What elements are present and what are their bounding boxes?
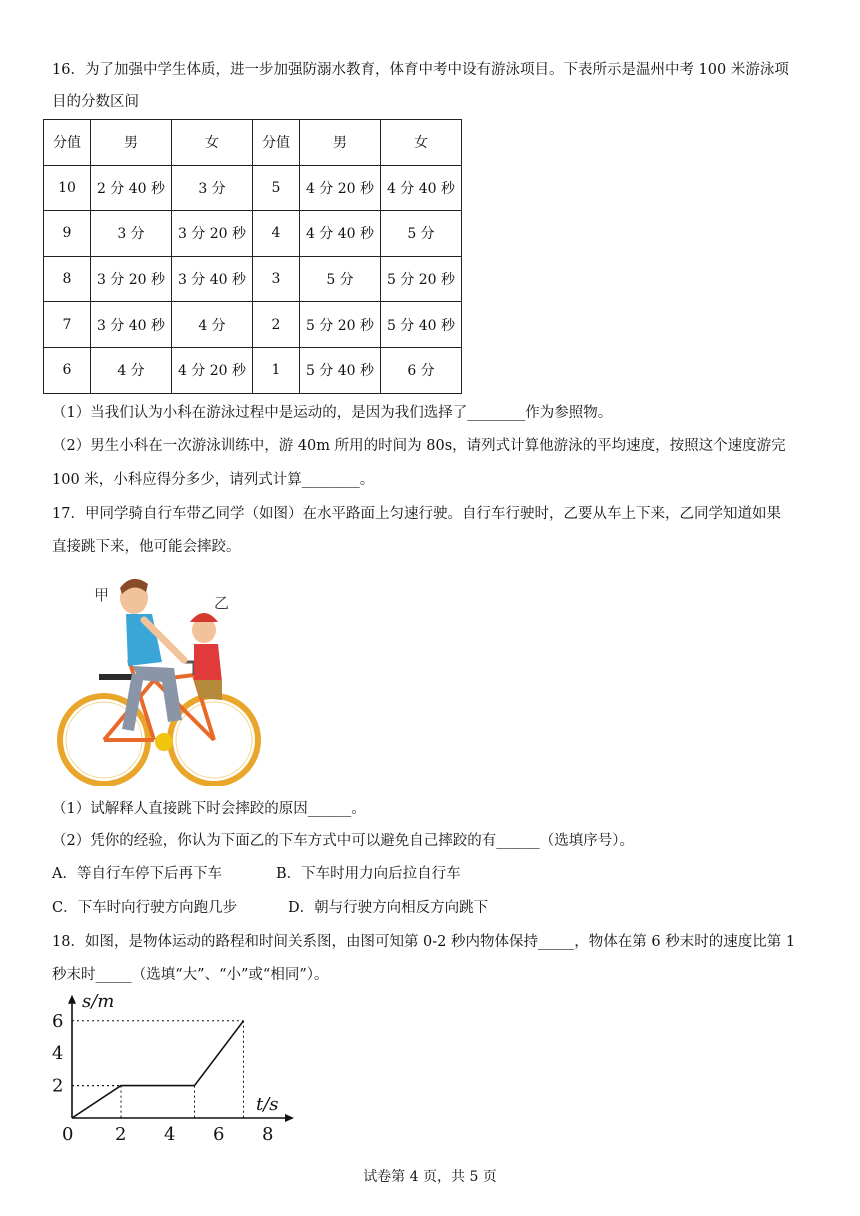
table-cell: 4 分 [91, 347, 172, 393]
table-cell: 3 分 [91, 211, 172, 257]
table-cell: 4 分 40 秒 [300, 211, 381, 257]
table-cell: 5 分 [300, 256, 381, 302]
table-cell: 6 分 [381, 347, 462, 393]
y-axis-arrow [68, 995, 76, 1004]
y-axis-label: s/m [82, 993, 115, 1012]
q17-sub2: （2）凭你的经验，你认为下面乙的下车方式中可以避免自己摔跤的有______（选填序号）。 [52, 833, 634, 849]
st-graph [40, 993, 300, 1153]
score-table [43, 119, 462, 394]
q17-sub1: （1）试解释人直接跳下时会摔跤的原因______。 [52, 801, 366, 817]
table-cell: 3 分 40 秒 [172, 256, 253, 302]
y-tick-label: 6 [52, 1010, 64, 1032]
table-cell: 4 分 [172, 302, 253, 348]
q16-sub2-line2: 100 米，小科应得分多少，请列式计算________。 [52, 472, 375, 488]
table-cell: 10 [44, 165, 91, 211]
q17-option-d: D．朝与行驶方向相反方向跳下 [288, 900, 489, 916]
table-header-cell: 分值 [44, 120, 91, 166]
q16-stem-line2: 目的分数区间 [52, 94, 139, 110]
label-jia: 甲 [94, 586, 110, 604]
table-cell: 3 分 40 秒 [91, 302, 172, 348]
table-cell: 4 分 20 秒 [300, 165, 381, 211]
table-cell: 5 分 20 秒 [300, 302, 381, 348]
table-row [44, 256, 462, 302]
table-header-cell: 女 [172, 120, 253, 166]
table-row [44, 165, 462, 211]
table-cell: 4 [253, 211, 300, 257]
table-row [44, 302, 462, 348]
table-cell: 3 分 [172, 165, 253, 211]
q16-stem-line1: 16．为了加强中学生体质，进一步加强防溺水教育，体育中考中设有游泳项目。下表所示是温州中考 100 米游泳项 [52, 62, 789, 78]
label-yi: 乙 [214, 594, 230, 612]
x-tick-label: 0 [62, 1124, 74, 1145]
rider-yi-shirt [194, 644, 222, 682]
x-tick-label: 4 [164, 1124, 176, 1145]
page-footer: 试卷第 4 页，共 5 页 [363, 1169, 497, 1185]
table-header-row [44, 120, 462, 166]
x-axis-arrow [285, 1114, 294, 1122]
q17-stem-line1: 17．甲同学骑自行车带乙同学（如图）在水平路面上匀速行驶。自行车行驶时，乙要从车上下来，乙同学知道如果 [52, 506, 781, 522]
q16-sub2-line1: （2）男生小科在一次游泳训练中，游 40m 所用的时间为 80s，请列式计算他游泳的平均速度，按照这个速度游完 [52, 438, 786, 454]
table-cell: 5 分 20 秒 [381, 256, 462, 302]
table-cell: 2 分 40 秒 [91, 165, 172, 211]
table-cell: 4 分 20 秒 [172, 347, 253, 393]
table-cell: 3 [253, 256, 300, 302]
x-axis-label: t/s [256, 1094, 279, 1115]
series-line [72, 1021, 244, 1118]
table-cell: 1 [253, 347, 300, 393]
x-tick-label: 2 [115, 1124, 127, 1145]
table-cell: 2 [253, 302, 300, 348]
table-header-cell: 男 [91, 120, 172, 166]
y-tick-label: 4 [52, 1043, 64, 1065]
q17-option-c: C．下车时向行驶方向跑几步 [52, 900, 238, 916]
table-header-cell: 分值 [253, 120, 300, 166]
table-cell: 9 [44, 211, 91, 257]
table-row [44, 211, 462, 257]
q17-option-a: A．等自行车停下后再下车 [52, 866, 222, 882]
table-cell: 4 分 40 秒 [381, 165, 462, 211]
table-cell: 5 分 [381, 211, 462, 257]
table-cell: 3 分 20 秒 [91, 256, 172, 302]
table-cell: 8 [44, 256, 91, 302]
q17-stem-line2: 直接跳下来，他可能会摔跤。 [52, 539, 241, 555]
bicycle-illustration [54, 570, 264, 786]
table-cell: 5 分 40 秒 [381, 302, 462, 348]
x-tick-label: 8 [262, 1124, 274, 1145]
y-tick-label: 2 [52, 1075, 64, 1097]
table-row [44, 347, 462, 393]
q16-sub1: （1）当我们认为小科在游泳过程中是运动的，是因为我们选择了________作为参照物。 [52, 405, 613, 421]
q17-option-b: B．下车时用力向后拉自行车 [276, 866, 461, 882]
table-cell: 7 [44, 302, 91, 348]
table-cell: 3 分 20 秒 [172, 211, 253, 257]
q18-stem-line1: 18．如图，是物体运动的路程和时间关系图，由图可知第 0-2 秒内物体保持_____，物体在第 6 秒末时的速度比第 1 [52, 934, 796, 950]
q18-stem-line2: 秒末时_____（选填“大”、“小”或“相同”）。 [52, 967, 329, 983]
x-tick-label: 6 [213, 1124, 225, 1145]
table-header-cell: 女 [381, 120, 462, 166]
table-cell: 5 [253, 165, 300, 211]
table-header-cell: 男 [300, 120, 381, 166]
table-cell: 5 分 40 秒 [300, 347, 381, 393]
table-cell: 6 [44, 347, 91, 393]
